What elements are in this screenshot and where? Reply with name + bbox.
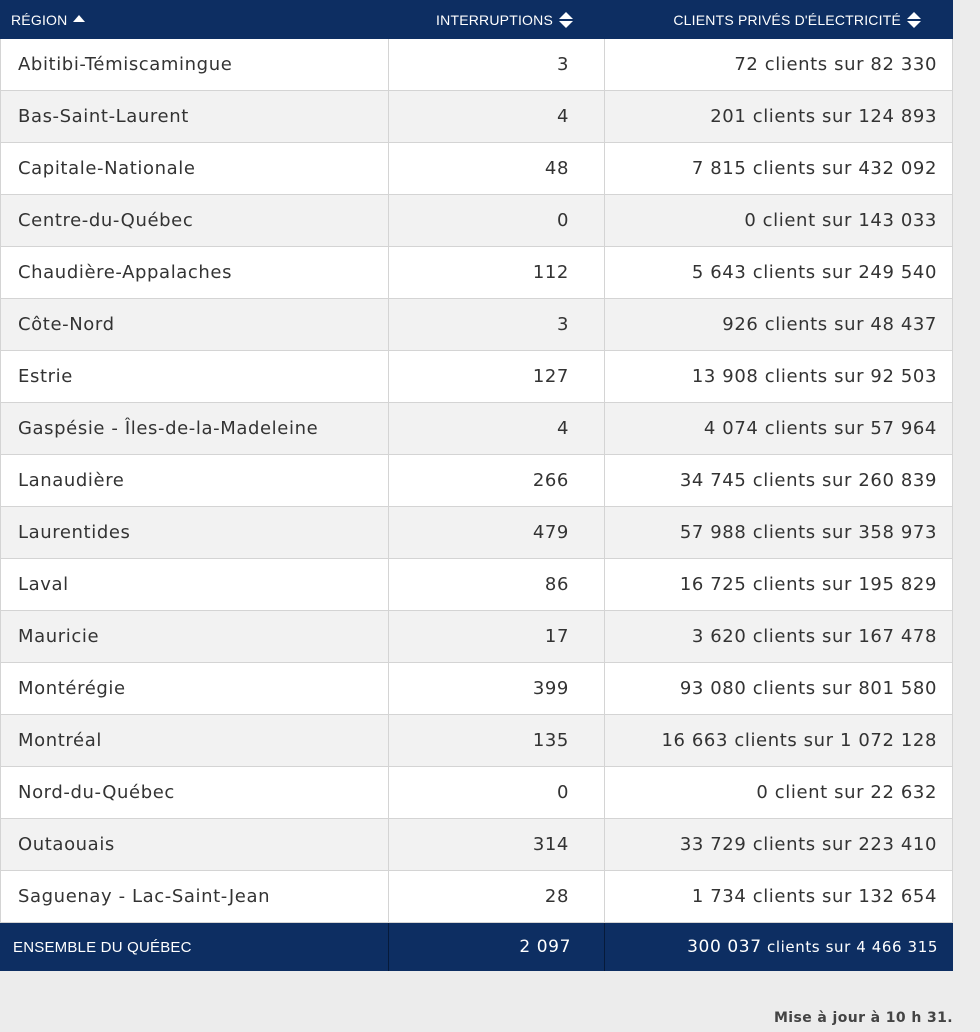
clients-cell: 1 734 clients sur 132 654 bbox=[605, 871, 953, 922]
region-cell: Centre-du-Québec bbox=[0, 195, 389, 246]
total-clients-rest: clients sur 4 466 315 bbox=[761, 938, 938, 956]
table-row bbox=[0, 455, 953, 507]
interruptions-cell: 4 bbox=[389, 403, 605, 454]
table-header bbox=[0, 0, 953, 39]
clients-cell: 33 729 clients sur 223 410 bbox=[605, 819, 953, 870]
sort-icon bbox=[559, 12, 573, 28]
interruptions-cell: 112 bbox=[389, 247, 605, 298]
column-header-interruptions[interactable] bbox=[389, 0, 605, 39]
region-cell: Laval bbox=[0, 559, 389, 610]
sort-ascending-icon bbox=[73, 15, 85, 22]
interruptions-cell: 3 bbox=[389, 39, 605, 90]
table-body bbox=[0, 39, 953, 923]
interruptions-cell: 266 bbox=[389, 455, 605, 506]
table-row bbox=[0, 403, 953, 455]
clients-cell: 16 663 clients sur 1 072 128 bbox=[605, 715, 953, 766]
interruptions-cell: 17 bbox=[389, 611, 605, 662]
interruptions-cell: 479 bbox=[389, 507, 605, 558]
region-cell: Lanaudière bbox=[0, 455, 389, 506]
table-row bbox=[0, 247, 953, 299]
clients-cell: 16 725 clients sur 195 829 bbox=[605, 559, 953, 610]
region-cell: Nord-du-Québec bbox=[0, 767, 389, 818]
table-row bbox=[0, 611, 953, 663]
table-row bbox=[0, 819, 953, 871]
interruptions-cell: 399 bbox=[389, 663, 605, 714]
region-cell: Bas-Saint-Laurent bbox=[0, 91, 389, 142]
clients-cell: 4 074 clients sur 57 964 bbox=[605, 403, 953, 454]
clients-cell: 57 988 clients sur 358 973 bbox=[605, 507, 953, 558]
last-updated-text: Mise à jour à 10 h 31. bbox=[773, 1010, 953, 1026]
region-cell: Gaspésie - Îles-de-la-Madeleine bbox=[0, 403, 389, 454]
column-header-interruptions-label: INTERRUPTIONS bbox=[436, 11, 553, 28]
total-region-cell: ENSEMBLE DU QUÉBEC bbox=[0, 923, 389, 971]
clients-cell: 201 clients sur 124 893 bbox=[605, 91, 953, 142]
interruptions-cell: 4 bbox=[389, 91, 605, 142]
table-row bbox=[0, 351, 953, 403]
table-row bbox=[0, 91, 953, 143]
total-clients-cell bbox=[605, 923, 953, 971]
table-row bbox=[0, 871, 953, 923]
column-header-region-label: RÉGION bbox=[11, 11, 68, 28]
interruptions-cell: 0 bbox=[389, 195, 605, 246]
clients-cell: 926 clients sur 48 437 bbox=[605, 299, 953, 350]
region-cell: Montréal bbox=[0, 715, 389, 766]
table-row bbox=[0, 663, 953, 715]
total-clients-count: 300 037 bbox=[687, 937, 762, 957]
clients-cell: 13 908 clients sur 92 503 bbox=[605, 351, 953, 402]
table-row bbox=[0, 143, 953, 195]
region-cell: Outaouais bbox=[0, 819, 389, 870]
region-cell: Laurentides bbox=[0, 507, 389, 558]
region-cell: Montérégie bbox=[0, 663, 389, 714]
total-interruptions-cell: 2 097 bbox=[389, 923, 605, 971]
region-cell: Côte-Nord bbox=[0, 299, 389, 350]
sort-icon bbox=[907, 12, 921, 28]
clients-cell: 0 client sur 143 033 bbox=[605, 195, 953, 246]
interruptions-cell: 0 bbox=[389, 767, 605, 818]
clients-cell: 0 client sur 22 632 bbox=[605, 767, 953, 818]
table-row bbox=[0, 39, 953, 91]
column-header-clients[interactable] bbox=[605, 0, 953, 39]
interruptions-cell: 86 bbox=[389, 559, 605, 610]
clients-cell: 93 080 clients sur 801 580 bbox=[605, 663, 953, 714]
column-header-region[interactable] bbox=[0, 0, 389, 39]
clients-cell: 5 643 clients sur 249 540 bbox=[605, 247, 953, 298]
interruptions-cell: 127 bbox=[389, 351, 605, 402]
region-cell: Abitibi-Témiscamingue bbox=[0, 39, 389, 90]
table-row bbox=[0, 767, 953, 819]
interruptions-cell: 3 bbox=[389, 299, 605, 350]
region-cell: Mauricie bbox=[0, 611, 389, 662]
region-cell: Saguenay - Lac-Saint-Jean bbox=[0, 871, 389, 922]
clients-cell: 3 620 clients sur 167 478 bbox=[605, 611, 953, 662]
table-row bbox=[0, 559, 953, 611]
table-row bbox=[0, 715, 953, 767]
clients-cell: 7 815 clients sur 432 092 bbox=[605, 143, 953, 194]
region-cell: Estrie bbox=[0, 351, 389, 402]
table-row bbox=[0, 299, 953, 351]
table-row bbox=[0, 195, 953, 247]
region-cell: Capitale-Nationale bbox=[0, 143, 389, 194]
table-footer-total bbox=[0, 923, 953, 971]
region-cell: Chaudière-Appalaches bbox=[0, 247, 389, 298]
clients-cell: 72 clients sur 82 330 bbox=[605, 39, 953, 90]
interruptions-cell: 48 bbox=[389, 143, 605, 194]
interruptions-cell: 314 bbox=[389, 819, 605, 870]
table-row bbox=[0, 507, 953, 559]
column-header-clients-label: CLIENTS PRIVÉS D'ÉLECTRICITÉ bbox=[673, 11, 901, 28]
clients-cell: 34 745 clients sur 260 839 bbox=[605, 455, 953, 506]
interruptions-cell: 135 bbox=[389, 715, 605, 766]
interruptions-cell: 28 bbox=[389, 871, 605, 922]
